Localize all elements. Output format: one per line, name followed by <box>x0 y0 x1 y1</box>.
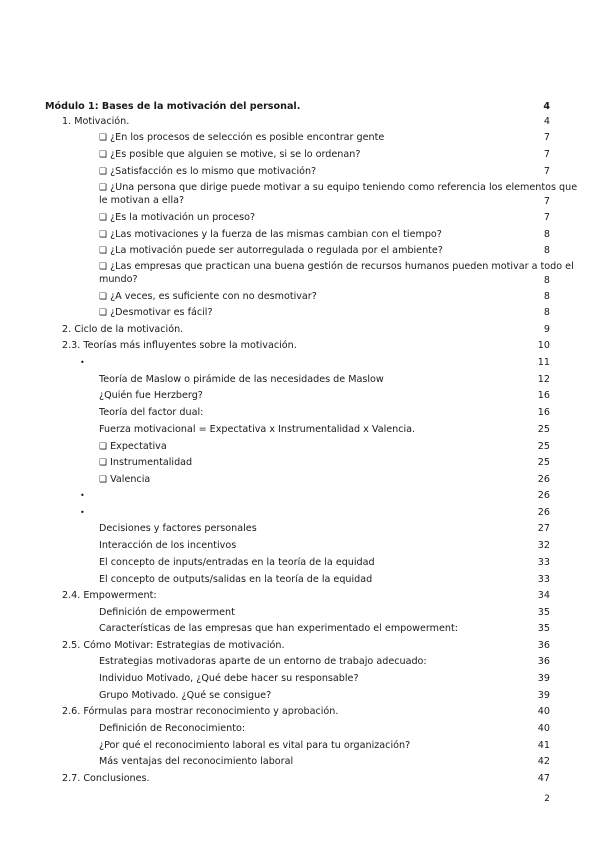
toc-entry-page: 8 <box>543 291 550 302</box>
toc-entry-page: 10 <box>537 340 550 351</box>
toc-entry-page: 40 <box>537 706 550 717</box>
page-number: 2 <box>544 794 550 804</box>
toc-entry-page: 4 <box>543 116 550 127</box>
toc-entry-page: 47 <box>537 773 550 784</box>
toc-entry-text: El concepto de inputs/entradas en la teoría de la equidad <box>99 557 375 568</box>
toc-entry-page: 7 <box>543 166 550 177</box>
toc-entry-page: 9 <box>543 324 550 335</box>
toc-entry-text: ¿Es posible que alguien se motive, si se lo ordenan? <box>110 149 361 160</box>
toc-entry-text: 2. Ciclo de la motivación. <box>62 324 184 335</box>
toc-entry-page: 25 <box>537 441 550 452</box>
checkbox-bullet-icon: ❏ <box>99 167 108 177</box>
toc-entry-text: ¿Es la motivación un proceso? <box>110 212 256 223</box>
toc-entry-text: Más ventajas del reconocimiento laboral <box>99 756 294 767</box>
toc-entry-page: 33 <box>537 574 550 585</box>
toc-entry-text: 2.5. Cómo Motivar: Estrategias de motivación. <box>62 640 285 651</box>
toc-entry-text: Instrumentalidad <box>110 457 193 468</box>
toc-entry-text: ¿En los procesos de selección es posible encontrar gente <box>110 132 385 143</box>
toc-entry-page: 7 <box>543 212 550 223</box>
toc-entry-text: Teoría de Maslow o pirámide de las necesidades de Maslow <box>99 374 384 385</box>
toc-entry-page: 11 <box>537 357 550 368</box>
toc-entry-text: Definición de Reconocimiento: <box>99 723 246 734</box>
toc-entry-page: 16 <box>537 390 550 401</box>
toc-entry-page: 8 <box>543 229 550 240</box>
toc-entry-text: 2.3. Teorías más influyentes sobre la motivación. <box>62 340 297 351</box>
checkbox-bullet-icon: ❏ <box>99 230 108 240</box>
toc-entry-page: 8 <box>543 307 550 318</box>
toc-entry-page: 7 <box>543 196 550 207</box>
toc-entry-text: 2.6. Fórmulas para mostrar reconocimiento y aprobación. <box>62 706 339 717</box>
toc-entry-text: Expectativa <box>110 441 167 452</box>
toc-entry-page: 39 <box>537 673 550 684</box>
toc-entry-page: 36 <box>537 656 550 667</box>
checkbox-bullet-icon: ❏ <box>99 183 108 193</box>
toc-entry-text: Valencia <box>110 474 151 485</box>
toc-entry-page: 26 <box>537 490 550 501</box>
toc-entry-text: Fuerza motivacional = Expectativa x Instrumentalidad x Valencia. <box>99 424 416 435</box>
toc-entry-text: ¿La motivación puede ser autorregulada o regulada por el ambiente? <box>110 245 443 256</box>
toc-entry-page: 32 <box>537 540 550 551</box>
toc-entry-page: 7 <box>543 132 550 143</box>
checkbox-bullet-icon: ❏ <box>99 133 108 143</box>
toc-entry-text: Características de las empresas que han experimentado el empowerment: <box>99 623 458 634</box>
checkbox-bullet-icon: ❏ <box>99 246 108 256</box>
toc-entry-page: 39 <box>537 690 550 701</box>
toc-entry-text: ¿Desmotivar es fácil? <box>110 307 213 318</box>
toc-entry-text: 2.4. Empowerment: <box>62 590 157 601</box>
toc-entry-page: 25 <box>537 457 550 468</box>
toc-entry-text: Decisiones y factores personales <box>99 523 257 534</box>
toc-entry-text: ¿Quién fue Herzberg? <box>99 390 203 401</box>
toc-entry-text: • <box>80 491 85 500</box>
toc-entry-text-continued: mundo? <box>99 274 138 285</box>
toc-entry-text: ¿Satisfacción es lo mismo que motivación? <box>110 166 317 177</box>
toc-entry-text: Definición de empowerment <box>99 607 235 618</box>
toc-entry-page: 36 <box>537 640 550 651</box>
toc-entry-text: 2.7. Conclusiones. <box>62 773 150 784</box>
toc-entry-page: 42 <box>537 756 550 767</box>
toc-entry-page: 12 <box>537 374 550 385</box>
checkbox-bullet-icon: ❏ <box>99 262 108 272</box>
toc-entry-page: 8 <box>543 275 550 286</box>
toc-entry-text: ¿A veces, es suficiente con no desmotivar? <box>110 291 317 302</box>
toc-entry-text: 1. Motivación. <box>62 116 130 127</box>
toc-entry-page: 26 <box>537 474 550 485</box>
checkbox-bullet-icon: ❏ <box>99 292 108 302</box>
toc-entry-text: Estrategias motivadoras aparte de un entorno de trabajo adecuado: <box>99 656 427 667</box>
toc-entry-text: Teoría del factor dual: <box>99 407 204 418</box>
toc-entry-text: El concepto de outputs/salidas en la teoría de la equidad <box>99 574 373 585</box>
toc-entry-page: 25 <box>537 424 550 435</box>
toc-entry-text: Interacción de los incentivos <box>99 540 237 551</box>
toc-entry-page: 35 <box>537 607 550 618</box>
toc-entry-page: 27 <box>537 523 550 534</box>
toc-entry-text: ¿Las motivaciones y la fuerza de las mismas cambian con el tiempo? <box>110 229 442 240</box>
toc-entry-text: Individuo Motivado, ¿Qué debe hacer su responsable? <box>99 673 359 684</box>
toc-entry-page: 4 <box>543 101 550 112</box>
toc-entry-text: Grupo Motivado. ¿Qué se consigue? <box>99 690 272 701</box>
checkbox-bullet-icon: ❏ <box>99 442 108 452</box>
checkbox-bullet-icon: ❏ <box>99 150 108 160</box>
toc-entry-page: 41 <box>537 740 550 751</box>
toc-entry-text: Módulo 1: Bases de la motivación del personal. <box>45 101 301 112</box>
toc-entry-page: 33 <box>537 557 550 568</box>
toc-entry-text: ¿Las empresas que practican una buena gestión de recursos humanos pueden motivar a todo el <box>110 261 574 272</box>
toc-entry-page: 8 <box>543 245 550 256</box>
toc-entry-text: • <box>80 508 85 517</box>
checkbox-bullet-icon: ❏ <box>99 458 108 468</box>
toc-entry-page: 16 <box>537 407 550 418</box>
toc-entry-page: 7 <box>543 149 550 160</box>
checkbox-bullet-icon: ❏ <box>99 308 108 318</box>
toc-entry-text: • <box>80 358 85 367</box>
checkbox-bullet-icon: ❏ <box>99 213 108 223</box>
checkbox-bullet-icon: ❏ <box>99 475 108 485</box>
toc-entry-page: 35 <box>537 623 550 634</box>
toc-entry-text-continued: le motivan a ella? <box>99 195 185 206</box>
toc-entry-page: 26 <box>537 507 550 518</box>
toc-entry-text: ¿Por qué el reconocimiento laboral es vital para tu organización? <box>99 740 411 751</box>
toc-entry-text: ¿Una persona que dirige puede motivar a su equipo teniendo como referencia los elementos que <box>110 182 578 193</box>
toc-entry-page: 40 <box>537 723 550 734</box>
toc-entry-page: 34 <box>537 590 550 601</box>
